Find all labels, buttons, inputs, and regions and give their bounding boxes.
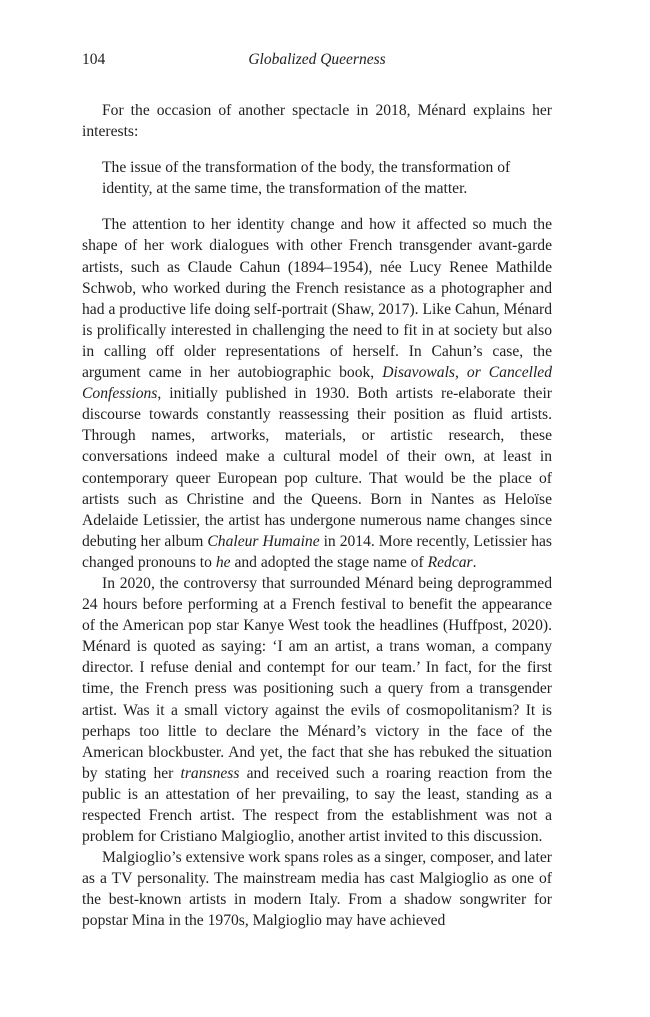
text-span: In 2020, the controversy that surrounded Ménard being deprogrammed 24 hours before performing at a French festival to benefit the appearance of the American pop star Kanye West took the headlines (Huffpost, 2020). Ménard is quoted as saying: ‘I am an artist, a trans woman, a company director. I refuse denial and contempt for our team.’ In fact, for the first time, the French press was positioning such a query from a transgender artist. Was it a small victory against the evils of cosmopolitanism? It is perhaps too little to declare the Ménard’s victory in the face of the American blockbuster. And yet, the fact that she has rebuked the situation by stating her	[82, 574, 552, 782]
intro-paragraph: For the occasion of another spectacle in 2018, Ménard explains her interests:	[82, 102, 552, 141]
paragraph-malgioglio: Malgioglio’s extensive work spans roles as a singer, composer, and later as a TV personality. The mainstream media has cast Malgioglio as one of the best-known artists in modern Italy. From a shadow songwriter for popstar Mina in the 1970s, Malgioglio may have achieved	[82, 849, 552, 930]
text-span: .	[472, 553, 477, 571]
text-span: in 2014. More recently, Letissier has changed pronouns to	[82, 532, 553, 571]
page-number: 104	[82, 51, 106, 68]
book-title: Disavowals, or Cancelled Confessions	[82, 364, 552, 403]
paragraph-controversy	[82, 573, 552, 847]
stage-name: Redcar	[427, 553, 473, 571]
pronoun: he	[215, 553, 231, 571]
running-title: Globalized Queerness	[248, 51, 386, 68]
text-span: , initially published in 1930. Both artists re-elaborate their discourse towards constantly reassessing their position as fluid artists. Through names, artworks, materials, or artistic research, these conversations indeed make a cultural model of their own, at least in contemporary queer European pop culture. That would be the place of artists such as Christine and the Queens. Born in Nantes as Heloïse Adelaide Letissier, the artist has undergone numerous name changes since debuting her album	[82, 385, 552, 550]
text-span: and adopted the stage name of	[230, 553, 428, 571]
block-quote: The issue of the transformation of the body, the transformation of identity, at the same time, the transformation of the matter.	[102, 159, 511, 198]
album-title: Chaleur Humaine	[207, 532, 320, 550]
emphasis-transness: transness	[180, 764, 240, 782]
page-header	[82, 51, 552, 73]
body-text	[82, 100, 552, 932]
text-span: and received such a roaring reaction from the public is an attestation of her prevailing, to say the least, standing as a respected French artist. The respect from the establishment was not a problem for Cristiano Malgioglio, another artist invited to this discussion.	[82, 764, 552, 846]
text-span: The attention to her identity change and how it affected so much the shape of her work dialogues with other French transgender avant-garde artists, such as Claude Cahun (1894–1954), née Lucy Renee Mathilde Schwob, who worked during the French resistance as a photographer and had a productive life doing self-portrait (Shaw, 2017). Like Cahun, Ménard is prolifically interested in challenging the need to fit in at society but also in calling off older representations of herself. In Cahun’s case, the argument came in her autobiographic book,	[82, 216, 552, 382]
paragraph-cahun	[82, 214, 552, 573]
